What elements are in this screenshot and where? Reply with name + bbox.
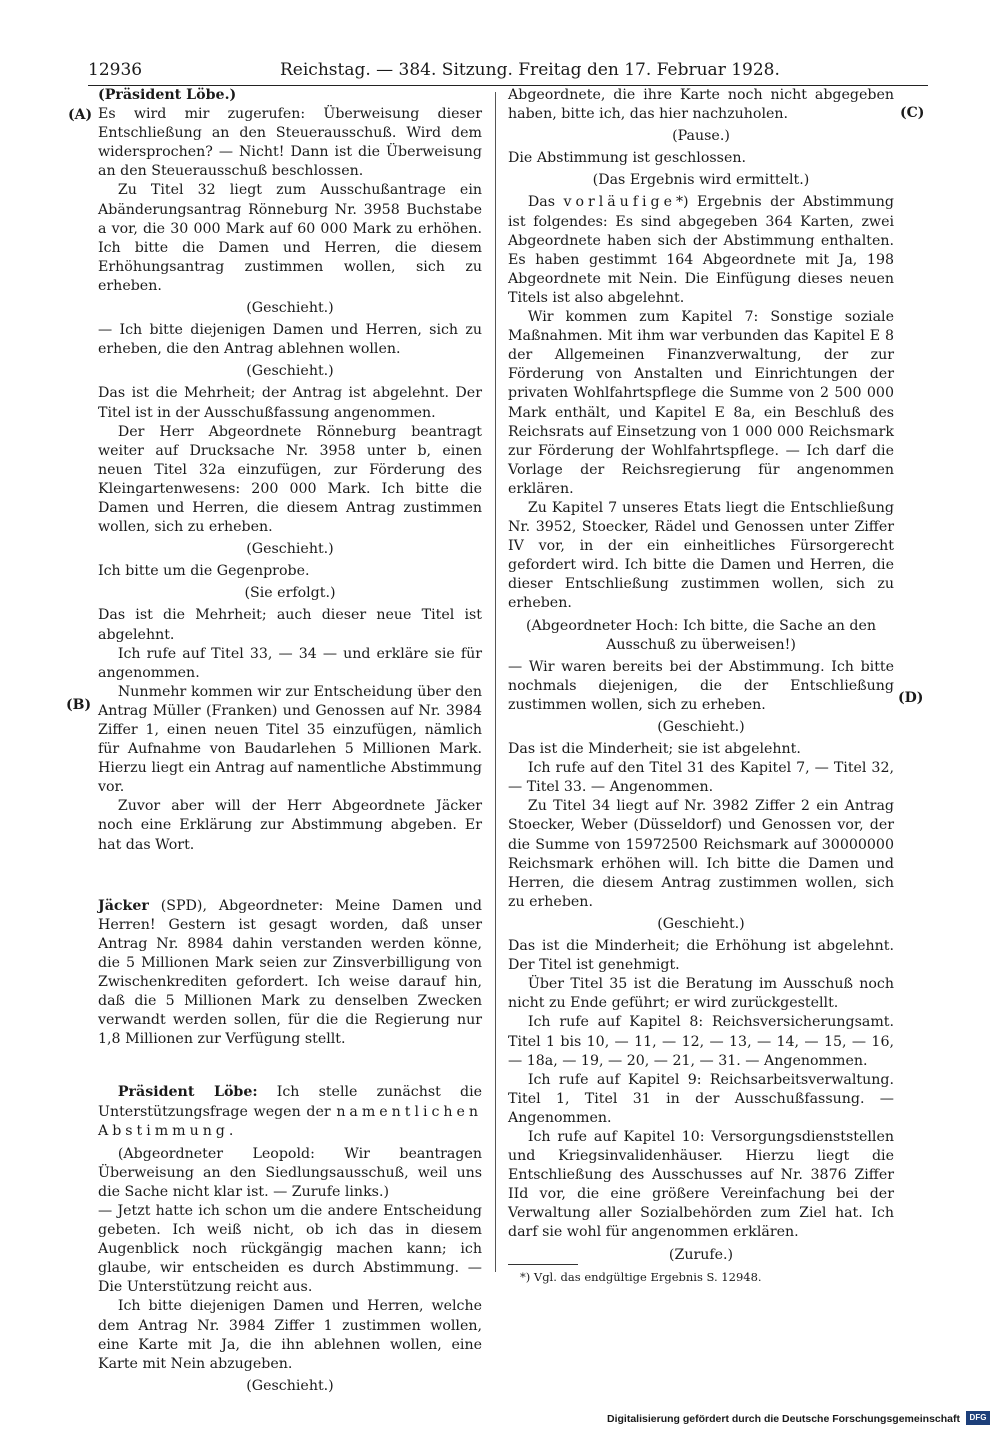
paragraph: Über Titel 35 ist die Beratung im Ausschuß noch nicht zu Ende geführt; er wird zurückgestellt. (508, 976, 894, 1012)
speech-text: . (228, 1122, 234, 1139)
dfg-logo: DFG (966, 1411, 990, 1425)
speaker-reference: (Präsident Löbe.) (98, 87, 237, 103)
page-number: 12936 (88, 60, 143, 80)
right-column (508, 86, 894, 1268)
spaced-emphasis: vorläufige (563, 194, 676, 211)
paragraph: Abgeordnete, die ihre Karte noch nicht abgegeben haben, bitte ich, das hier nachzuholen. (508, 87, 894, 123)
paragraph: Das ist die Mehrheit; auch dieser neue Titel ist abgelehnt. (98, 607, 482, 643)
paragraph: Ich bitte um die Gegenprobe. (98, 563, 310, 580)
paragraph: Es wird mir zugerufen: Überweisung dieser Entschließung an den Steuerausschuß. Wird dem widersprochen? — Nicht! Dann ist die Überweisung an den Steuerausschuß beschlossen. (98, 106, 482, 180)
stage-direction: (Geschieht.) (246, 363, 334, 380)
stage-direction: (Sie erfolgt.) (244, 585, 336, 602)
paragraph: Das ist die Mehrheit; der Antrag ist abgelehnt. Der Titel ist in der Ausschußfassung angenommen. (98, 385, 482, 421)
paragraph: Ich rufe auf Kapitel 9: Reichsarbeitsverwaltung. Titel 1, Titel 31 in der Ausschußfassung. — Angenommen. (508, 1071, 894, 1126)
paragraph: — Ich bitte diejenigen Damen und Herren, sich zu erheben, die den Antrag ablehnen wollen. (98, 322, 482, 358)
interjection: (Abgeordneter Leopold: Wir beantragen Überweisung an den Siedlungsausschuß, weil uns die Sache nicht klar ist. — Zurufe links.) (98, 1145, 482, 1200)
paragraph: Ich rufe auf den Titel 31 des Kapitel 7, — Titel 32, — Titel 33. — Angenommen. (508, 760, 894, 796)
stage-direction: (Geschieht.) (246, 541, 334, 558)
paragraph: Das ist die Minderheit; die Erhöhung ist abgelehnt. Der Titel ist genehmigt. (508, 938, 894, 974)
paragraph: Wir kommen zum Kapitel 7: Sonstige soziale Maßnahmen. Mit ihm war verbunden das Kapitel E 8 der Allgemeinen Finanzverwaltung, der zur Förderung von Anstalten und Einrichtungen der privaten Wohlfahrtspflege die Summe von 2 500 000 Mark enthält, und Kapitel E 8a, ein Beschluß des Reichsrats auf Einsetzung von 1 000 000 Reichsmark zur Förderung der Wohlfahrtspflege. — Ich darf die Vorlage der Reichsregierung für angenommen erklären. (508, 309, 894, 497)
paragraph: Zuvor aber will der Herr Abgeordnete Jäcker noch eine Erklärung zur Abstimmung abgeben. Er hat das Wort. (98, 798, 482, 853)
stage-direction: (Geschieht.) (246, 1377, 334, 1394)
digitization-credit: Digitalisierung gefördert durch die Deutsche Forschungsgemeinschaft (607, 1413, 960, 1425)
margin-mark-d: (D) (898, 690, 924, 706)
speaker-name: Jäcker (98, 897, 149, 914)
stage-direction: (Zurufe.) (668, 1246, 734, 1263)
speech-text: Ich stelle zunächst die Unterstützungsfrage wegen der (98, 1084, 482, 1120)
paragraph-result (508, 193, 894, 308)
paragraph: — Wir waren bereits bei der Abstimmung. Ich bitte nochmals diejenigen, die der Entschließung zustimmen wollen, sich zu erheben. (508, 658, 894, 713)
paragraph: Ich bitte diejenigen Damen und Herren, welche dem Antrag Nr. 3984 Ziffer 1 zustimmen wollen, eine Karte mit Ja, die ihn ablehnen wollen, eine Karte mit Nein abzugeben. (98, 1298, 482, 1372)
margin-mark-c: (C) (900, 105, 925, 121)
running-title: Reichstag. — 384. Sitzung. Freitag den 17. Februar 1928. (280, 60, 780, 80)
stage-direction: (Geschieht.) (657, 719, 745, 735)
paragraph: Nunmehr kommen wir zur Entscheidung über den Antrag Müller (Franken) und Genossen auf Nr. 3984 Ziffer 1, einen neuen Titel 35 einzufügen, nämlich für Aufnahme von Baudarlehen 5 Millionen Mark. Hierzu liegt ein Antrag auf namentliche Abstimmung vor. (98, 683, 482, 796)
footnote: *) Vgl. das endgültige Ergebnis S. 12948. (520, 1270, 762, 1284)
margin-mark-a: (A) (68, 107, 93, 123)
paragraph: Zu Titel 32 liegt zum Ausschußantrage ein Abänderungsantrag Rönneburg Nr. 3958 Buchstabe a vor, die 30 000 Mark auf 60 000 Mark zu erhöhen. Ich bitte die Damen und Herren, die diesem Erhöhungsantrag zustimmen wollen, sich zu erheben. (98, 182, 482, 294)
margin-mark-b: (B) (66, 697, 92, 713)
stage-direction: (Geschieht.) (246, 300, 334, 317)
paragraph: Das ist die Minderheit; sie ist abgelehnt. (508, 741, 801, 758)
stage-direction: (Das Ergebnis wird ermittelt.) (592, 172, 810, 189)
paragraph: — Jetzt hatte ich schon um die andere Entscheidung gebeten. Ich weiß nicht, ob ich das in diesem Augenblick noch rückgängig machen kann; ich glaube, wir entscheiden es durch Abstimmung. — Die Unterstützung reicht aus. (98, 1202, 482, 1296)
paragraph: Zu Kapitel 7 unseres Etats liegt die Entschließung Nr. 3952, Stoecker, Rädel und Genossen unter Ziffer IV vor, in der ein einheitliches Fürsorgerecht gefordert wird. Ich bitte die Damen und Herren, die dieser Entschließung zustimmen wollen, sich zu erheben. (508, 499, 894, 612)
paragraph: Ich rufe auf Kapitel 8: Reichsversicherungsamt. Titel 1 bis 10, — 11, — 12, — 13, — 14, — 15, — 16, — 18a, — 19, — 20, — 21, — 31. — Angenommen. (508, 1014, 894, 1069)
speech-loebe (98, 1083, 482, 1140)
left-column (98, 86, 482, 1399)
page-header (88, 59, 928, 86)
result-text: *) Ergebnis der Abstimmung ist folgendes: Es sind abgegeben 364 Karten, zwei Abgeordnete haben sich der Abstimmung enthalten. Es haben gestimmt 164 Abgeordnete mit Ja, 198 Abgeordnete mit Nein. Die Einfügung dieses neuen Titels ist also abgelehnt. (508, 194, 894, 306)
spaced-emphasis: namentlichen Abstimmung (98, 1103, 482, 1139)
interjection: (Abgeordneter Hoch: Ich bitte, die Sache an den Ausschuß zu überweisen!) (525, 617, 876, 653)
paragraph: Die Abstimmung ist geschlossen. (508, 150, 746, 167)
paragraph: Der Herr Abgeordnete Rönneburg beantragt weiter auf Drucksache Nr. 3958 unter b, einen neuen Titel 32a einzufügen, zur Förderung des Kleingartenwesens: 200 000 Mark. Ich bitte die Damen und Herren, die diesem Antrag zustimmen wollen, sich zu erheben. (98, 423, 482, 536)
speaker-name: Präsident Löbe: (117, 1084, 258, 1101)
paragraph: Ich rufe auf Titel 33, — 34 — und erkläre sie für angenommen. (98, 645, 482, 681)
stage-direction: (Geschieht.) (657, 915, 745, 932)
result-text: Das (527, 194, 564, 211)
speech-jaecker (98, 897, 482, 1050)
speech-text: (SPD), Abgeordneter: Meine Damen und Herren! Gestern ist gesagt worden, daß unser Antrag Nr. 8984 dahin verstanden werden könne, die 5 Millionen Mark seien zur Zinsverbilligung von Zwischenkrediten gefordert. Ich weise darauf hin, daß die 5 Millionen Mark zu denselben Zwecken verwandt werden sollen, für die die Regierung nur 1,8 Millionen zur Verfügung stellt. (98, 897, 482, 1048)
paragraph: Zu Titel 34 liegt auf Nr. 3982 Ziffer 2 ein Antrag Stoecker, Weber (Düsseldorf) und Genossen vor, der die Summe von 15972500 Reichsmark auf 30000000 Reichsmark erhöhen will. Ich bitte die Damen und Herren, die diesem Antrag zustimmen wollen, sich zu erheben. (508, 798, 894, 910)
footnote-rule (508, 1264, 578, 1265)
column-divider (495, 92, 496, 1272)
stage-direction: (Pause.) (672, 128, 730, 145)
paragraph: Ich rufe auf Kapitel 10: Versorgungsdienststellen und Kriegsinvalidenhäuser. Hierzu liegt die Entschließung des Ausschusses auf Nr. 3876 Ziffer IId vor, die eine größere Vereinfachung bei der Verwaltung aller Sozialbehörden zum Ziel hat. Ich darf sie wohl für angenommen erklären. (508, 1128, 894, 1241)
